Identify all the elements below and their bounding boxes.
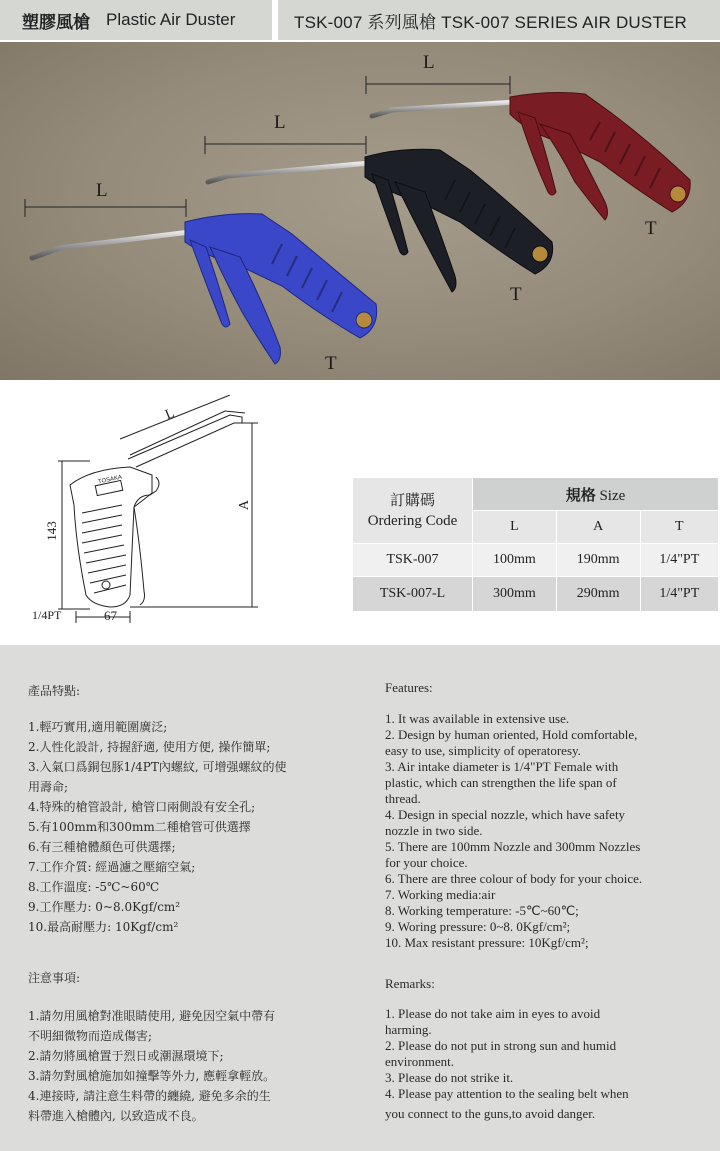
- size-cn: 規格: [565, 485, 596, 504]
- features-cn-item: 9.工作壓力: 0~8.0Kgf/cm²: [28, 900, 181, 914]
- features-cn-item: 1.輕巧實用,適用範圍廣泛;: [28, 720, 168, 734]
- table-row: [353, 577, 719, 612]
- header-title-en: Plastic Air Duster: [106, 10, 236, 29]
- trigger-label-T: T: [510, 284, 522, 305]
- notes-cn-item: 3.請勿對風槍施加如撞擊等外力, 應輕拿輕放。: [28, 1069, 276, 1083]
- features-cn-item: 用壽命;: [28, 780, 69, 794]
- series-title: TSK-007 系列風槍 TSK-007 SERIES AIR DUSTER: [294, 12, 688, 32]
- cell-A: 190mm: [556, 544, 640, 577]
- features-cn-title: 產品特點:: [28, 684, 81, 698]
- remarks-en-item: environment.: [385, 1054, 454, 1069]
- notes-cn-item: 4.連接時, 請注意生料帶的纏繞, 避免多余的生: [28, 1089, 271, 1103]
- air-duster-outline-drawing: [30, 395, 330, 625]
- header-title-cn: 塑膠風槍: [22, 12, 90, 33]
- remarks-en-item: 1. Please do not take aim in eyes to avoid: [385, 1006, 601, 1021]
- features-en-item: 4. Design in special nozzle, which have safety: [385, 807, 626, 822]
- features-en-item: 1. It was available in extensive use.: [385, 711, 570, 726]
- air-duster-photo-illustration: [0, 42, 720, 380]
- features-cn-item: 2.人性化設計, 持握舒適, 使用方便, 操作簡單;: [28, 740, 271, 754]
- remarks-en-item: 2. Please do not put in strong sun and humid: [385, 1038, 617, 1053]
- features-en-item: nozzle in two side.: [385, 823, 483, 838]
- drawing-label-L: L: [163, 405, 177, 424]
- features-cn-item: 3.入氣口爲銅包豚1/4PT內螺紋, 可增强螺紋的使: [28, 760, 287, 774]
- dimension-label-L: L: [96, 180, 108, 201]
- features-en-item: 9. Woring pressure: 0~8. 0Kgf/cm²;: [385, 919, 571, 934]
- ordering-code-en: Ordering Code: [367, 512, 458, 529]
- features-en-item: plastic, which can strengthen the life span of: [385, 775, 617, 790]
- features-cn-item: 6.有三種槍體顏色可供選擇;: [28, 840, 176, 854]
- features-en-item: 3. Air intake diameter is 1/4"PT Female with: [385, 759, 619, 774]
- drawing-label-A: A: [237, 499, 253, 511]
- features-cn-item: 4.特殊的槍管設計, 槍管口兩側設有安全孔;: [28, 800, 256, 814]
- product-photo: [0, 42, 720, 380]
- size-header: [473, 478, 719, 511]
- spec-table: [352, 477, 719, 612]
- cell-code: TSK-007: [353, 544, 473, 577]
- features-en-item: 8. Working temperature: -5℃~60℃;: [385, 903, 579, 918]
- cell-L: 300mm: [473, 577, 557, 612]
- column-header-L: L: [473, 511, 557, 544]
- cell-code: TSK-007-L: [353, 577, 473, 612]
- dimension-label-L: L: [274, 112, 286, 133]
- features-cn-item: 10.最高耐壓力: 10Kgf/cm²: [28, 920, 179, 934]
- features-cn-item: 7.工作介質: 經過濾之壓縮空氣;: [28, 860, 196, 874]
- cell-A: 290mm: [556, 577, 640, 612]
- notes-cn-item: 2.請勿將風槍置于烈日或潮濕環境下;: [28, 1049, 224, 1063]
- drawing-label-width: 67: [104, 608, 117, 623]
- features-en-title: Features:: [385, 680, 433, 695]
- drawing-logo: TOSAKA: [97, 474, 123, 486]
- features-cn-item: 8.工作溫度: -5℃~60℃: [28, 880, 160, 894]
- features-en-item: 7. Working media:air: [385, 887, 496, 902]
- cell-L: 100mm: [473, 544, 557, 577]
- remarks-en-item: 3. Please do not strike it.: [385, 1070, 514, 1085]
- remarks-en-item: harming.: [385, 1022, 432, 1037]
- size-en: Size: [599, 487, 626, 504]
- cell-T: 1/4"PT: [640, 577, 718, 612]
- header-right: [278, 0, 720, 40]
- features-en-item: for your choice.: [385, 855, 468, 870]
- column-header-A: A: [556, 511, 640, 544]
- notes-cn-item: 1.請勿用風槍對准眼睛使用, 避免因空氣中帶有: [28, 1009, 276, 1023]
- ordering-code-header: [353, 478, 473, 544]
- header-left: [0, 0, 272, 40]
- trigger-label-T: T: [645, 218, 657, 239]
- features-en-item: 2. Design by human oriented, Hold comfortable,: [385, 727, 638, 742]
- features-en-item: thread.: [385, 791, 421, 806]
- remarks-en-item: you connect to the guns,to avoid danger.: [385, 1106, 596, 1121]
- description-panel: [0, 645, 720, 1151]
- column-header-T: T: [640, 511, 718, 544]
- notes-cn-item: 不明細微物而造成傷害;: [28, 1029, 153, 1043]
- cell-T: 1/4"PT: [640, 544, 718, 577]
- drawing-label-thread: 1/4PT: [32, 608, 62, 622]
- table-row: [353, 544, 719, 577]
- ordering-code-cn: 訂購碼: [389, 491, 435, 510]
- notes-cn-item: 料帶進入槍體內, 以致造成不良。: [28, 1109, 204, 1123]
- features-en-item: 5. There are 100mm Nozzle and 300mm Nozzles: [385, 839, 641, 854]
- remarks-en-item: 4. Please pay attention to the sealing belt when: [385, 1086, 629, 1101]
- features-en-item: 10. Max resistant pressure: 10Kgf/cm²;: [385, 935, 589, 950]
- remarks-en-title: Remarks:: [385, 976, 435, 991]
- features-cn-item: 5.有100mm和300mm二種槍管可供選擇: [28, 820, 251, 834]
- dimension-label-L: L: [423, 52, 435, 73]
- features-en-item: easy to use, simplicity of operatoresy.: [385, 743, 581, 758]
- drawing-label-height: 143: [43, 521, 59, 541]
- technical-drawing: [30, 395, 330, 625]
- trigger-label-T: T: [325, 353, 337, 374]
- notes-cn-title: 注意事項:: [28, 971, 81, 985]
- features-en-item: 6. There are three colour of body for your choice.: [385, 871, 643, 886]
